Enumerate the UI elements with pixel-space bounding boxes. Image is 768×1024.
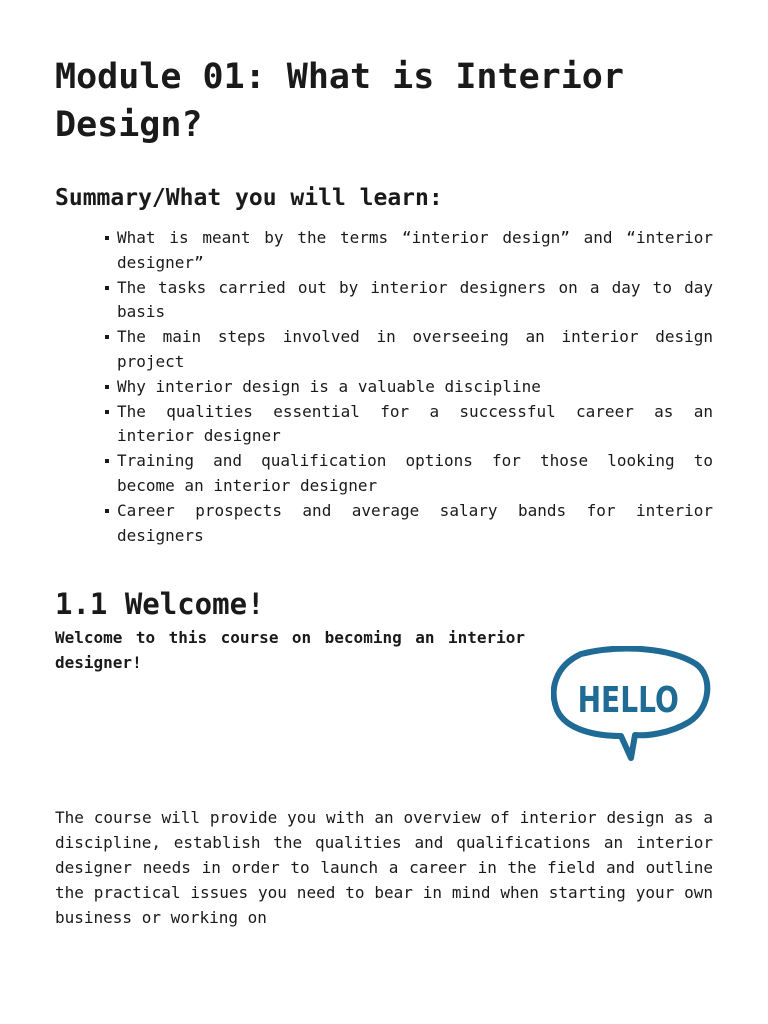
list-item: The main steps involved in overseeing an interior design project	[105, 325, 713, 375]
list-item: Career prospects and average salary bands for interior designers	[105, 499, 713, 549]
summary-heading: Summary/What you will learn:	[55, 185, 443, 211]
list-item: What is meant by the terms “interior design” and “interior designer”	[105, 226, 713, 276]
course-overview-paragraph: The course will provide you with an overview of interior design as a discipline, establish the qualities and qualifications an interior designer needs in order to launch a career in the field and outline the practical issues you need to bear in mind when starting your own business or working on	[55, 808, 713, 927]
list-item: The tasks carried out by interior designers on a day to day basis	[105, 276, 713, 326]
welcome-block	[55, 626, 713, 806]
section-heading-welcome: 1.1 Welcome!	[55, 587, 265, 622]
hello-speech-bubble-icon	[551, 646, 711, 770]
hello-text: HELLO	[577, 678, 679, 722]
welcome-text: Welcome to this course on becoming an interior designer!	[55, 628, 525, 673]
document-page	[55, 0, 713, 930]
learn-list	[55, 226, 713, 548]
list-item: Training and qualification options for those looking to become an interior designer	[105, 449, 713, 499]
list-item: The qualities essential for a successful career as an interior designer	[105, 400, 713, 450]
list-item: Why interior design is a valuable discipline	[105, 375, 713, 400]
module-title: Module 01: What is Interior Design?	[55, 57, 624, 145]
